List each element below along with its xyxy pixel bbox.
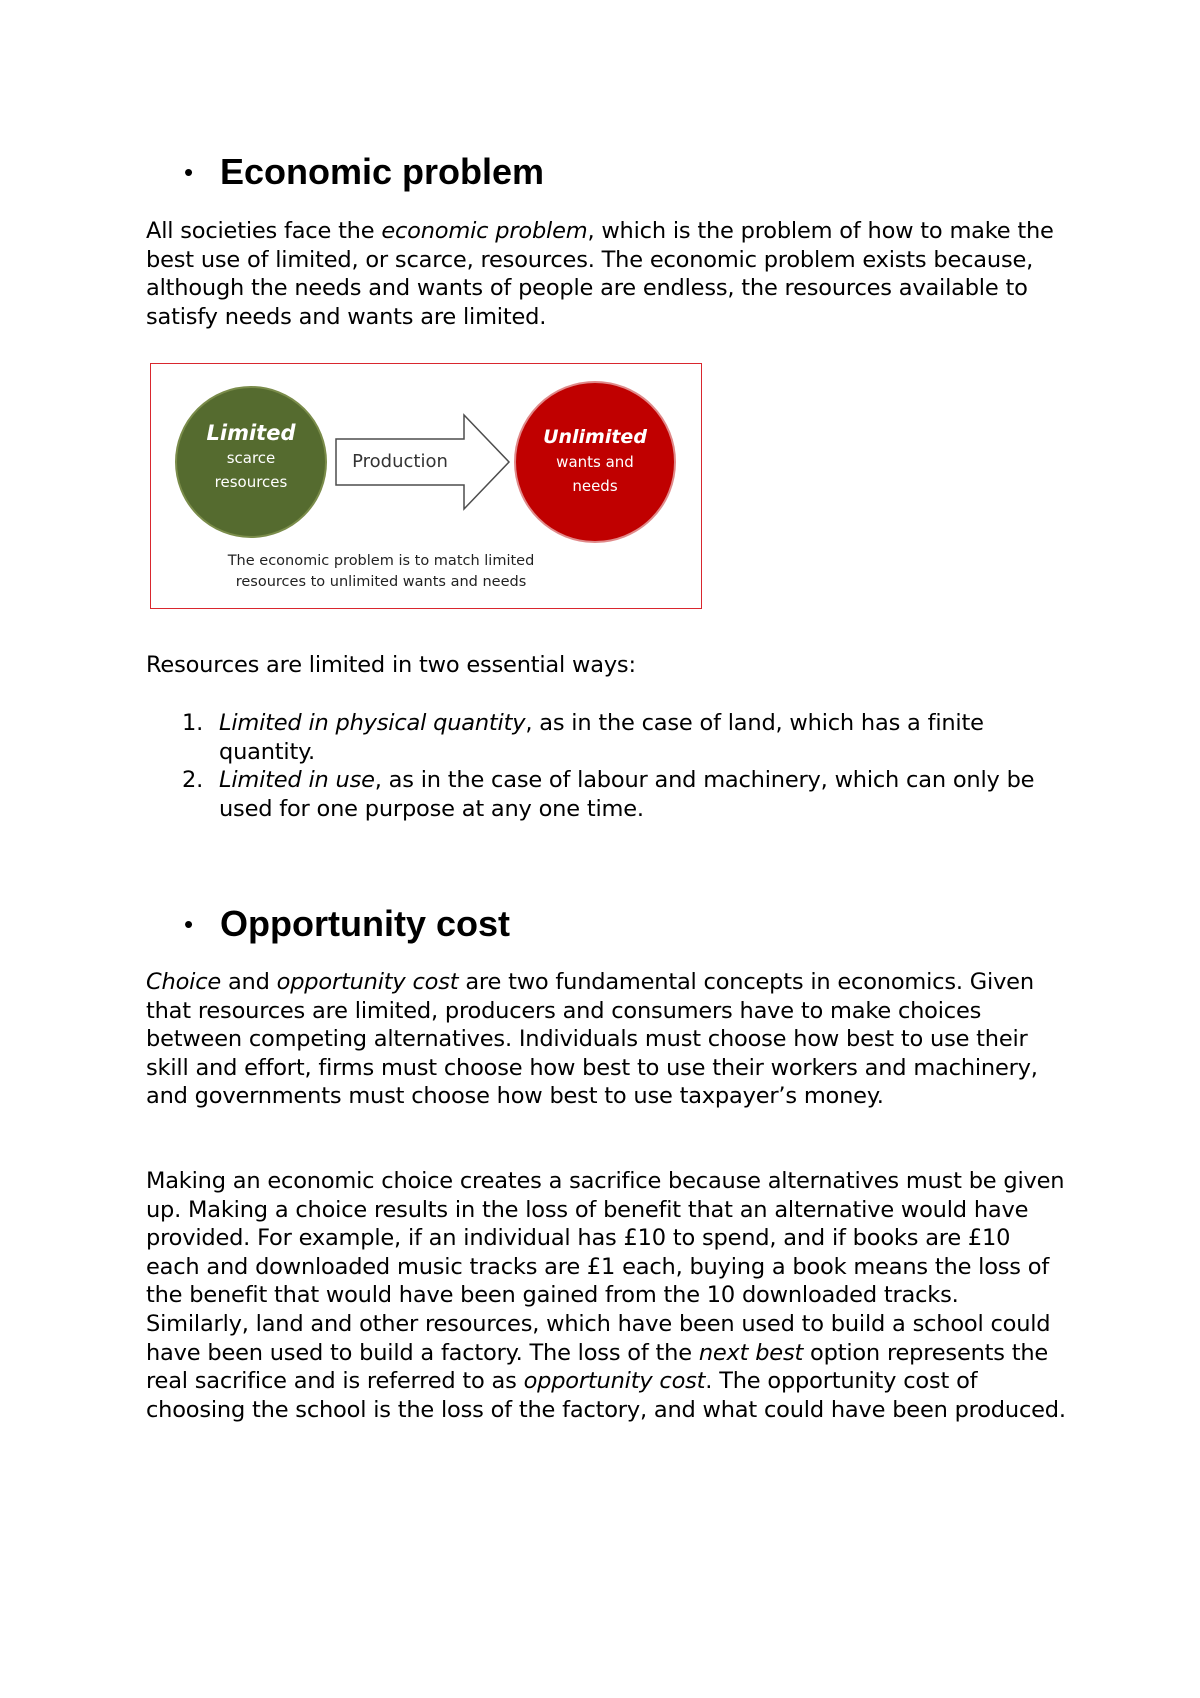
bullet-icon: •	[184, 909, 194, 939]
list-text: Limited in use, as in the case of labour and machinery, which can only be used for one purpose at any one time.	[219, 767, 1035, 822]
heading-text: Economic problem	[220, 151, 545, 192]
heading-text: Opportunity cost	[220, 903, 510, 944]
left-circle-label: Limited scarce resources	[206, 421, 296, 491]
economic-problem-diagram	[150, 363, 702, 609]
right-circle-label: Unlimited wants and needs	[543, 426, 647, 495]
arrow-label: Production	[352, 451, 448, 472]
list-number: 1.	[182, 710, 204, 736]
paragraph-choice: Choice and opportunity cost are two fundamental concepts in economics. Given that resources are limited, producers and consumers have to make choices between competing alternatives. Individuals must choose how best to use their skill and effort, firms must choose how best to use their workers and machinery, and governments must choose how best to use taxpayer’s money.	[146, 969, 1038, 1110]
paragraph-sacrifice: Making an economic choice creates a sacrifice because alternatives must be given up. Making a choice results in the loss of benefit that an alternative would have provided. For example, if an individual has £10 to spend, and if books are £10 each and downloaded music tracks are £1 each, buying a book means the loss of the benefit that would have been gained from the 10 downloaded tracks. Similarly, land and other resources, which have been used to build a school could have been used to build a factory. The loss of the next best option represents the real sacrifice and is referred to as opportunity cost. The opportunity cost of choosing the school is the loss of the factory, and what could have been produced.	[146, 1168, 1066, 1423]
list-number: 2.	[182, 767, 204, 793]
paragraph-resources-limited: Resources are limited in two essential ways:	[146, 652, 636, 678]
list-text: Limited in physical quantity, as in the case of land, which has a finite quantity.	[219, 710, 984, 765]
bullet-icon: •	[184, 157, 194, 187]
paragraph-economic-problem: All societies face the economic problem, which is the problem of how to make the best use of limited, or scarce, resources. The economic problem exists because, although the needs and wants of people are endless, the resources available to satisfy needs and wants are limited.	[146, 218, 1054, 330]
diagram-caption: The economic problem is to match limited resources to unlimited wants and needs	[227, 553, 535, 590]
